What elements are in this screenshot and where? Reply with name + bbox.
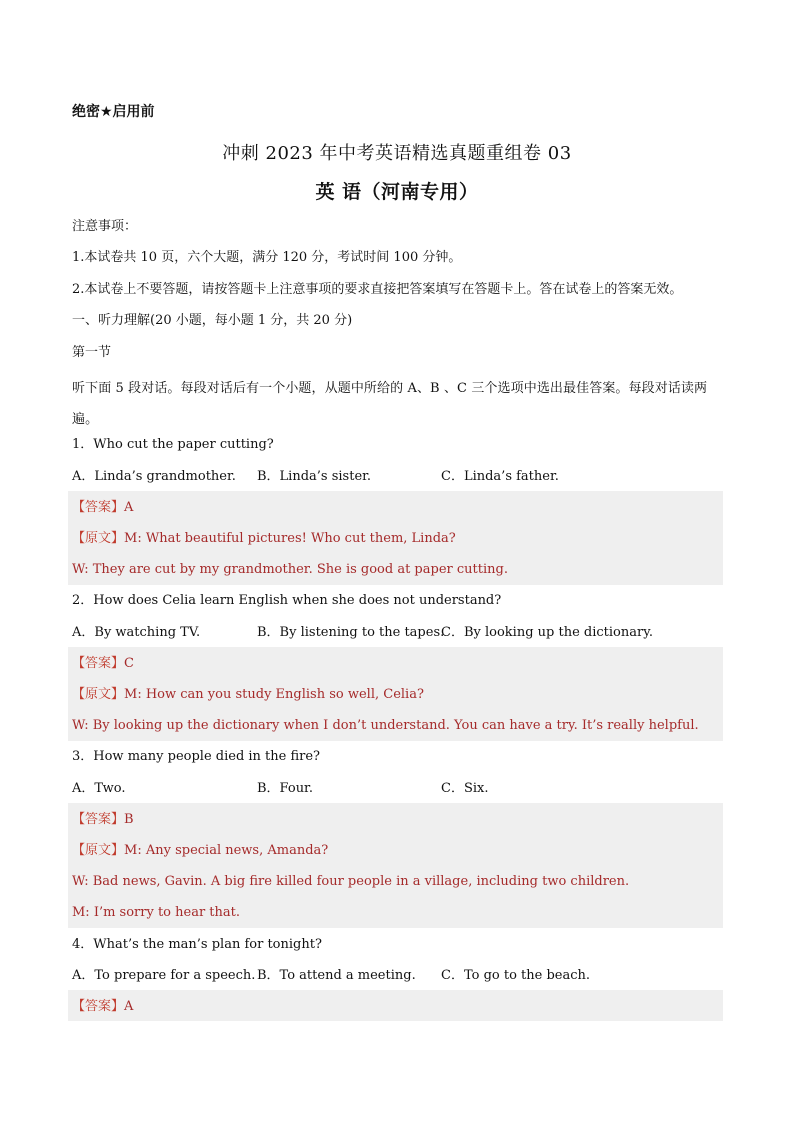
q4-answer-value: A: [124, 999, 134, 1014]
section-instructions: 听下面 5 段对话。每段对话后有一个小题，从题中所给的 A、B 、C 三个选项中选出最佳答案。每段对话读两遍。: [72, 381, 708, 427]
question-2: 2．How does Celia learn English when she does not understand?: [72, 593, 502, 608]
q3-answer-tag: 【答案】: [72, 812, 125, 827]
exam-subtitle: 英 语（河南专用）: [315, 181, 479, 203]
q2-answer-tag: 【答案】: [72, 656, 125, 671]
section-title: 一、听力理解(20 小题，每小题 1 分，共 20 分): [72, 313, 353, 328]
q4-answer-tag: 【答案】: [72, 999, 125, 1014]
q3-script-text-1: M: Any special news, Amanda?: [124, 843, 329, 858]
exam-title: 冲刺 2023 年中考英语精选真题重组卷 03: [222, 143, 572, 164]
q3-answer-value: B: [124, 812, 134, 827]
q2-answer-value: C: [124, 656, 134, 671]
q3-script-line-2: W: Bad news, Gavin. A big fire killed four people in a village, including two children.: [72, 874, 630, 889]
q2-script-text-1: M: How can you study English so well, Celia?: [124, 687, 424, 702]
question-3: 3．How many people died in the fire?: [72, 749, 321, 764]
q2-script-line-2: W: By looking up the dictionary when I don’t understand. You can have a try. It’s really helpful.: [72, 718, 699, 733]
question-1: 1．Who cut the paper cutting?: [72, 437, 274, 452]
note-2: 2.本试卷上不要答题，请按答题卡上注意事项的要求直接把答案填写在答题卡上。答在试卷上的答案无效。: [72, 282, 683, 297]
q4-option-c: C．To go to the beach.: [441, 968, 591, 983]
q1-answer-tag: 【答案】: [72, 500, 125, 515]
q4-answer-block: [68, 990, 723, 1021]
q2-answer: [72, 654, 134, 674]
q1-answer: [72, 498, 133, 518]
q1-option-b: B．Linda’s sister.: [257, 469, 372, 484]
note-1: 1.本试卷共 10 页，六个大题，满分 120 分，考试时间 100 分钟。: [72, 250, 462, 265]
q3-script-tag: 【原文】: [72, 843, 125, 858]
q4-option-b: B．To attend a meeting.: [257, 968, 416, 983]
q1-option-a: A．Linda’s grandmother.: [72, 469, 236, 484]
q1-answer-value: A: [124, 500, 134, 515]
q1-script-text-1: M: What beautiful pictures! Who cut them, Linda?: [124, 531, 456, 546]
q3-option-b: B．Four.: [257, 781, 313, 796]
q1-script-tag: 【原文】: [72, 531, 125, 546]
q2-option-c: C．By looking up the dictionary.: [441, 625, 653, 640]
q3-script-line-1: [72, 841, 328, 861]
q2-script-line-1: [72, 685, 424, 705]
q3-option-c: C．Six.: [441, 781, 489, 796]
q1-option-c: C．Linda’s father.: [441, 469, 559, 484]
q3-option-a: A．Two.: [72, 781, 126, 796]
q1-script-line-1: [72, 529, 456, 549]
notes-heading: 注意事项：: [72, 219, 138, 234]
q1-script-line-2: W: They are cut by my grandmother. She is good at paper cutting.: [72, 562, 508, 577]
q2-option-b: B．By listening to the tapes.: [257, 625, 445, 640]
q4-option-a: A．To prepare for a speech.: [72, 968, 256, 983]
q2-script-tag: 【原文】: [72, 687, 125, 702]
q4-answer: [72, 997, 133, 1017]
section-part: 第一节: [72, 345, 112, 360]
q3-script-line-3: M: I’m sorry to hear that.: [72, 905, 241, 920]
question-4: 4．What’s the man’s plan for tonight?: [72, 937, 322, 952]
q2-option-a: A．By watching TV.: [72, 625, 201, 640]
q3-answer: [72, 810, 134, 830]
secret-label: 绝密★启用前: [72, 104, 155, 120]
